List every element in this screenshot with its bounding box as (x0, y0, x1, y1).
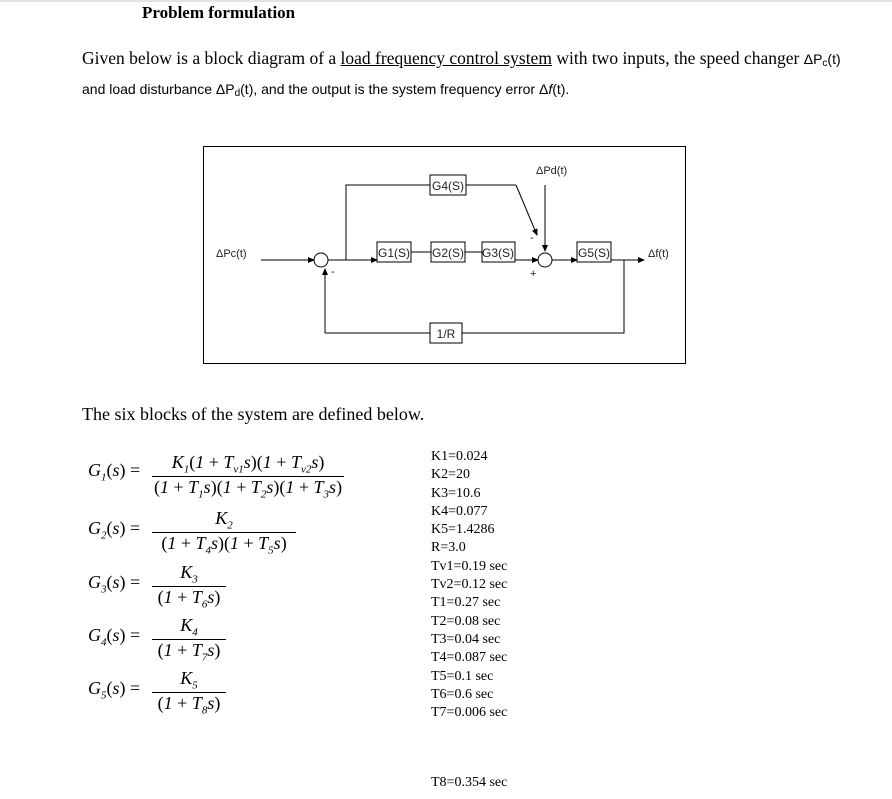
g4-numerator: $K_4$ (180, 615, 198, 639)
param-r: R=3.0 (431, 540, 466, 556)
param-t8: T8=0.354 sec (431, 775, 508, 790)
g1-label: G1(S) (377, 246, 411, 260)
param-k3: K3=10.6 (431, 485, 481, 501)
g1-lhs: $G_1(s)$ = (88, 460, 141, 484)
g1-numerator: $K_1(1 + T_{v1}s)(1 + T_{v2}s)$ (171, 452, 325, 476)
param-k1: K1=0.024 (431, 449, 488, 464)
param-k4: K4=0.077 (431, 503, 488, 519)
load-disturbance-symbol: $\Delta P_d$ (215, 81, 241, 99)
speed-changer-symbol: $\Delta P_c$ (803, 51, 828, 69)
param-t6: T6=0.6 sec (431, 686, 494, 702)
param-tv2: Tv2=0.12 sec (431, 577, 508, 593)
param-t5: T5=0.1 sec (431, 668, 494, 684)
intro-text-5: (t). (552, 81, 570, 97)
summer2-minus-sign: - (530, 232, 534, 244)
output-label: Δf(t) (648, 248, 669, 260)
parameter-list (431, 448, 507, 722)
param-t1: T1=0.27 sec (431, 595, 501, 611)
top-divider (0, 0, 892, 2)
g2-label: G2(S) (431, 246, 465, 260)
g4-label: G4(S) (431, 179, 465, 193)
param-t4: T4=0.087 sec (431, 650, 508, 666)
param-k5: K5=1.4286 (431, 522, 495, 538)
g2-numerator: $K_2$ (215, 508, 233, 532)
intro-text-4: (t), and the output is the system frequency error (240, 81, 539, 97)
intro-text-3: (t) and load disturbance (82, 51, 841, 97)
g2-lhs: $G_2(s)$ = (88, 518, 141, 542)
intro-text-1: Given below is a block diagram of a (82, 48, 341, 68)
param-k2: K2=20 (431, 467, 471, 483)
g3-denominator: $(1 + T_6s)$ (157, 586, 221, 611)
block-diagram (203, 146, 686, 364)
input-label: ΔPc(t) (216, 248, 247, 260)
param-t2: T2=0.08 sec (431, 613, 501, 629)
intro-text-2: with two inputs, the speed changer (551, 48, 804, 68)
summer1-minus-sign: - (331, 266, 335, 278)
g1-denominator: $(1 + T_1s)(1 + T_2s)(1 + T_3s)$ (154, 476, 343, 501)
param-tv1: Tv1=0.19 sec (431, 558, 508, 574)
g3-numerator: $K_3$ (180, 562, 198, 586)
g5-lhs: $G_5(s)$ = (88, 678, 141, 702)
page-title: Problem formulation (142, 3, 296, 22)
lfc-link[interactable]: load frequency control system (340, 48, 552, 68)
g5-label: G5(S) (577, 246, 611, 260)
frequency-error-symbol: Δf (538, 81, 553, 97)
g5-numerator: $K_5$ (180, 668, 198, 692)
intro-paragraph (82, 46, 862, 106)
g5-denominator: $(1 + T_8s)$ (157, 692, 221, 717)
blocks-intro: The six blocks of the system are defined below. (82, 404, 425, 424)
g4-lhs: $G_4(s)$ = (88, 625, 141, 649)
g3-label: G3(S) (481, 246, 515, 260)
disturbance-label: ΔPd(t) (536, 165, 568, 177)
summer2-plus-sign: + (530, 268, 537, 280)
param-t7: T7=0.006 sec (431, 705, 508, 721)
param-t3: T3=0.04 sec (431, 631, 501, 647)
feedback-label: 1/R (436, 327, 456, 341)
g2-denominator: $(1 + T_4s)(1 + T_5s)$ (161, 532, 287, 557)
g3-lhs: $G_3(s)$ = (88, 572, 141, 596)
g4-denominator: $(1 + T_7s)$ (157, 639, 221, 664)
